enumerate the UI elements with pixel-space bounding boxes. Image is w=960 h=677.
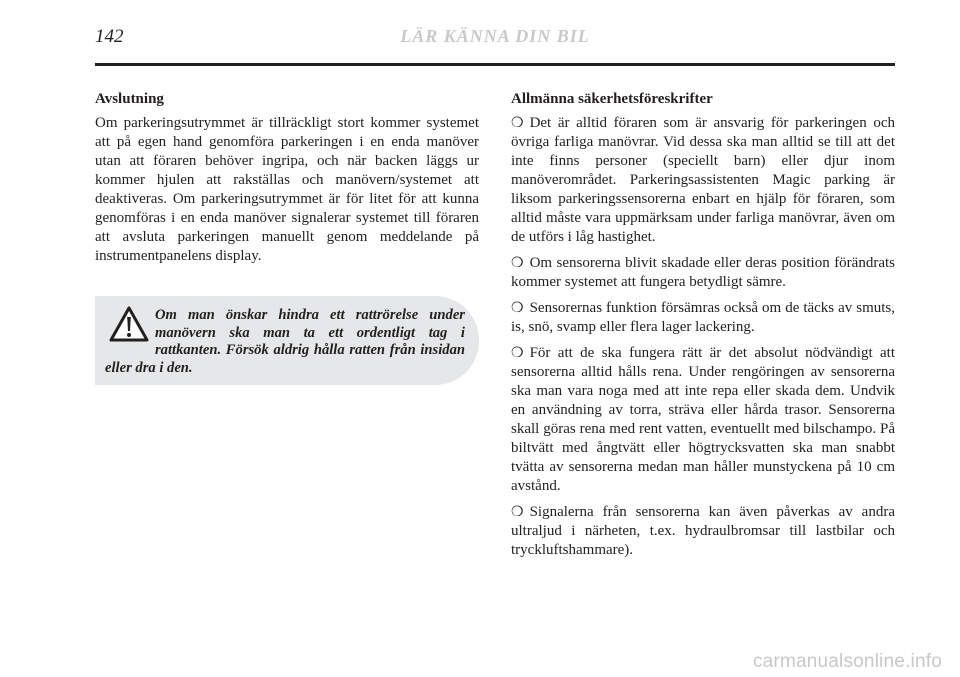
bullet-circle-icon: ❍: [511, 505, 524, 520]
running-title: LÄR KÄNNA DIN BIL: [400, 26, 590, 46]
header-rule: [95, 63, 895, 66]
bullet-item: [511, 299, 895, 337]
page-header: [95, 26, 895, 54]
bullet-text: För att de ska fungera rätt är det absolut nödvändigt att sensorerna alltid hålls rena. Under rengöringen av sensorerna ska man vara noga med att inte repa eller skada dem. Undvik en användning av torra, sträva eller hårda trasor. Sensorerna skall göras rena med rent vatten, eventuellt med bilschampo. På biltvätt med ångtvätt eller högtrycksvatten ska man snabbt tvätta av sensorerna medan man håller munstyckena på 10 cm avstånd.: [511, 345, 895, 494]
section-heading-safety: Allmänna säkerhetsföreskrifter: [511, 91, 713, 107]
watermark: carmanualsonline.info: [752, 651, 942, 672]
bullet-item: [511, 503, 895, 560]
right-column: [511, 90, 895, 567]
left-column: [95, 90, 479, 271]
body-paragraph: Om parkeringsutrymmet är tillräckligt stort kommer systemet att på egen hand genomföra parkeringen i en enda manöver utan att föraren behöver ingripa, och när backen läggs ur kommer hjulen att rakställas och manövern/systemet att deaktiveras. Om parkeringsutrymmet är för litet för att kunna genomföras i en enda manöver signalerar systemet till föraren att avsluta parkeringen manuellt genom meddelande på instrumentpanelens display.: [95, 115, 479, 264]
bullet-text: Om sensorerna blivit skadade eller deras position förändrats kommer systemet att fungera betydligt sämre.: [511, 255, 895, 290]
bullet-item: [511, 114, 895, 247]
warning-text-block: [105, 307, 465, 377]
warning-text: Om man önskar hindra ett rattrörelse under manövern ska man ta ett ordentligt tag i rattkanten. Försök aldrig hålla ratten från insidan eller dra i den.: [105, 307, 465, 376]
bullet-circle-icon: ❍: [511, 116, 524, 131]
bullet-circle-icon: ❍: [511, 301, 524, 316]
bullet-text: Det är alltid föraren som är ansvarig för parkeringen och övriga farliga manövrar. Vid dessa ska man alltid se till att det inte finns personer (speciellt barn) eller djur inom manöverområdet. Parkeringsassistenten Magic parking är liksom parkeringssensorerna enbart en hjälp för föraren, som alltid måste vara uppmärksam under farliga manövrar, även om de utförs i låg hastighet.: [511, 115, 895, 245]
bullet-text: Sensorernas funktion försämras också om de täcks av smuts, is, snö, svamp eller flera lager lackering.: [511, 300, 895, 335]
page-number: 142: [95, 26, 124, 47]
bullet-circle-icon: ❍: [511, 256, 524, 271]
bullet-text: Signalerna från sensorerna kan även påverkas av andra ultraljud i närheten, t.ex. hydraulbromsar till lastbilar och tryckluftshammare).: [511, 504, 895, 558]
section-heading-avslutning: Avslutning: [95, 91, 164, 107]
warning-box: [95, 296, 479, 385]
bullet-circle-icon: ❍: [511, 346, 524, 361]
bullet-item: [511, 254, 895, 292]
bullet-item: [511, 344, 895, 496]
